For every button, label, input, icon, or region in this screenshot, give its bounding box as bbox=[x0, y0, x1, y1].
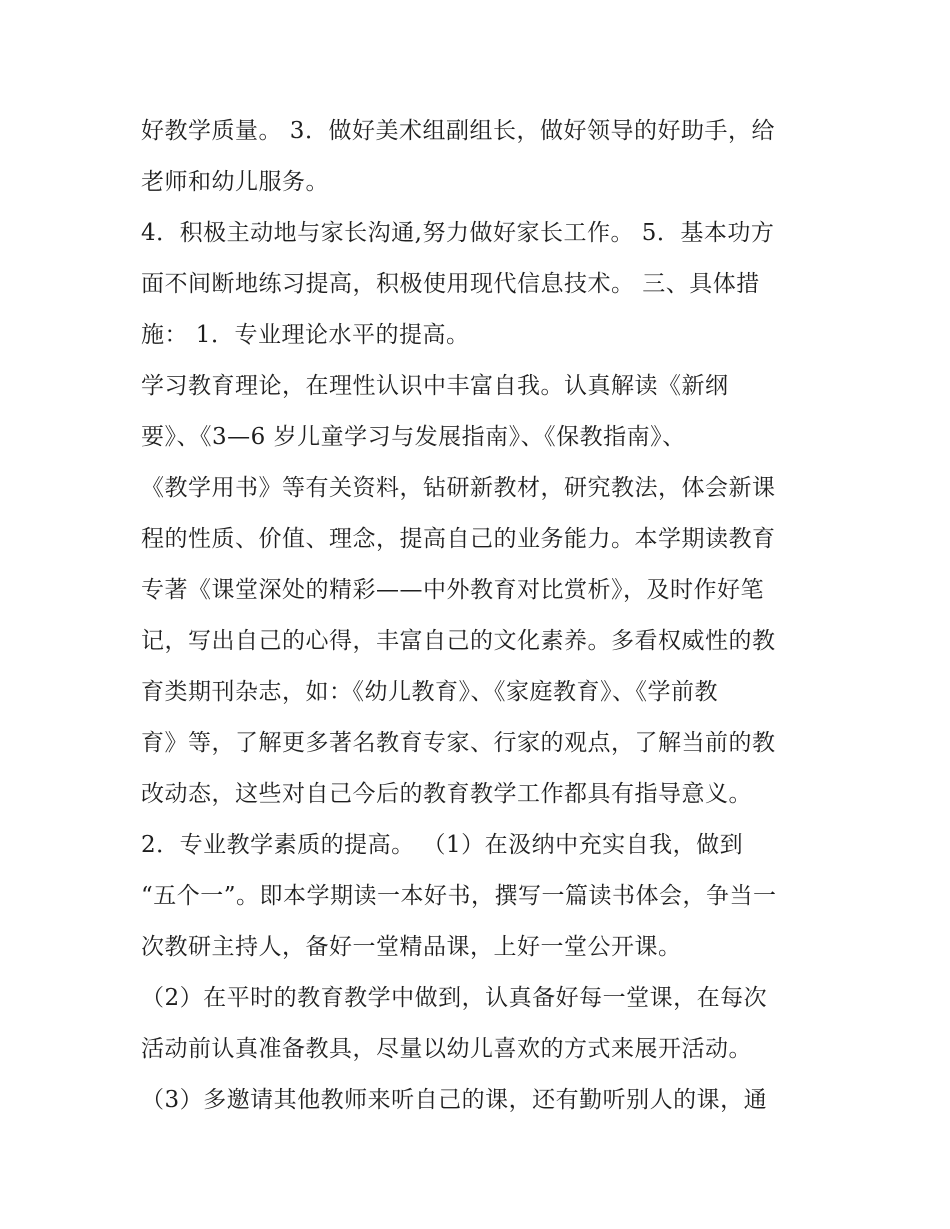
document-body bbox=[141, 106, 821, 1126]
text-line: 施： 1．专业理论水平的提高。 bbox=[141, 322, 470, 348]
text-line: （2）在平时的教育教学中做到，认真备好每一堂课，在每次 bbox=[141, 985, 768, 1011]
text-line: 程的性质、价值、理念，提高自己的业务能力。本学期读教育 bbox=[141, 526, 776, 552]
text-line: 学习教育理论，在理性认识中丰富自我。认真解读《新纲 bbox=[141, 373, 729, 399]
text-line: 《教学用书》等有关资料，钻研新教材，研究教法，体会新课 bbox=[141, 475, 776, 501]
text-line: 老师和幼儿服务。 bbox=[141, 169, 329, 195]
text-line: 改动态，这些对自己今后的教育教学工作都具有指导意义。 bbox=[141, 781, 752, 807]
text-line: 记，写出自己的心得，丰富自己的文化素养。多看权威性的教 bbox=[141, 628, 776, 654]
text-line: 好教学质量。 3．做好美术组副组长，做好领导的好助手，给 bbox=[141, 118, 775, 144]
text-line: （3）多邀请其他教师来听自己的课，还有勤听别人的课，通 bbox=[141, 1087, 768, 1113]
text-line: 活动前认真准备教具，尽量以幼儿喜欢的方式来展开活动。 bbox=[141, 1036, 752, 1062]
text-line: 育》等，了解更多著名教育专家、行家的观点，了解当前的教 bbox=[141, 730, 776, 756]
text-line: 面不间断地练习提高，积极使用现代信息技术。 三、具体措 bbox=[141, 271, 760, 297]
text-line: 4．积极主动地与家长沟通,努力做好家长工作。 5．基本功方 bbox=[141, 220, 775, 246]
text-line: 2．专业教学素质的提高。 （1）在汲纳中充实自我，做到 bbox=[141, 832, 744, 858]
text-line: “五个一”。即本学期读一本好书，撰写一篇读书体会，争当一 bbox=[141, 883, 777, 909]
text-line: 要》、《3—6 岁儿童学习与发展指南》、《保教指南》、 bbox=[141, 424, 686, 450]
text-line: 育类期刊杂志，如：《幼儿教育》、《家庭教育》、《学前教 bbox=[141, 679, 718, 705]
text-line: 专著《课堂深处的精彩——中外教育对比赏析》，及时作好笔 bbox=[141, 577, 764, 603]
text-line: 次教研主持人，备好一堂精品课，上好一堂公开课。 bbox=[141, 934, 682, 960]
